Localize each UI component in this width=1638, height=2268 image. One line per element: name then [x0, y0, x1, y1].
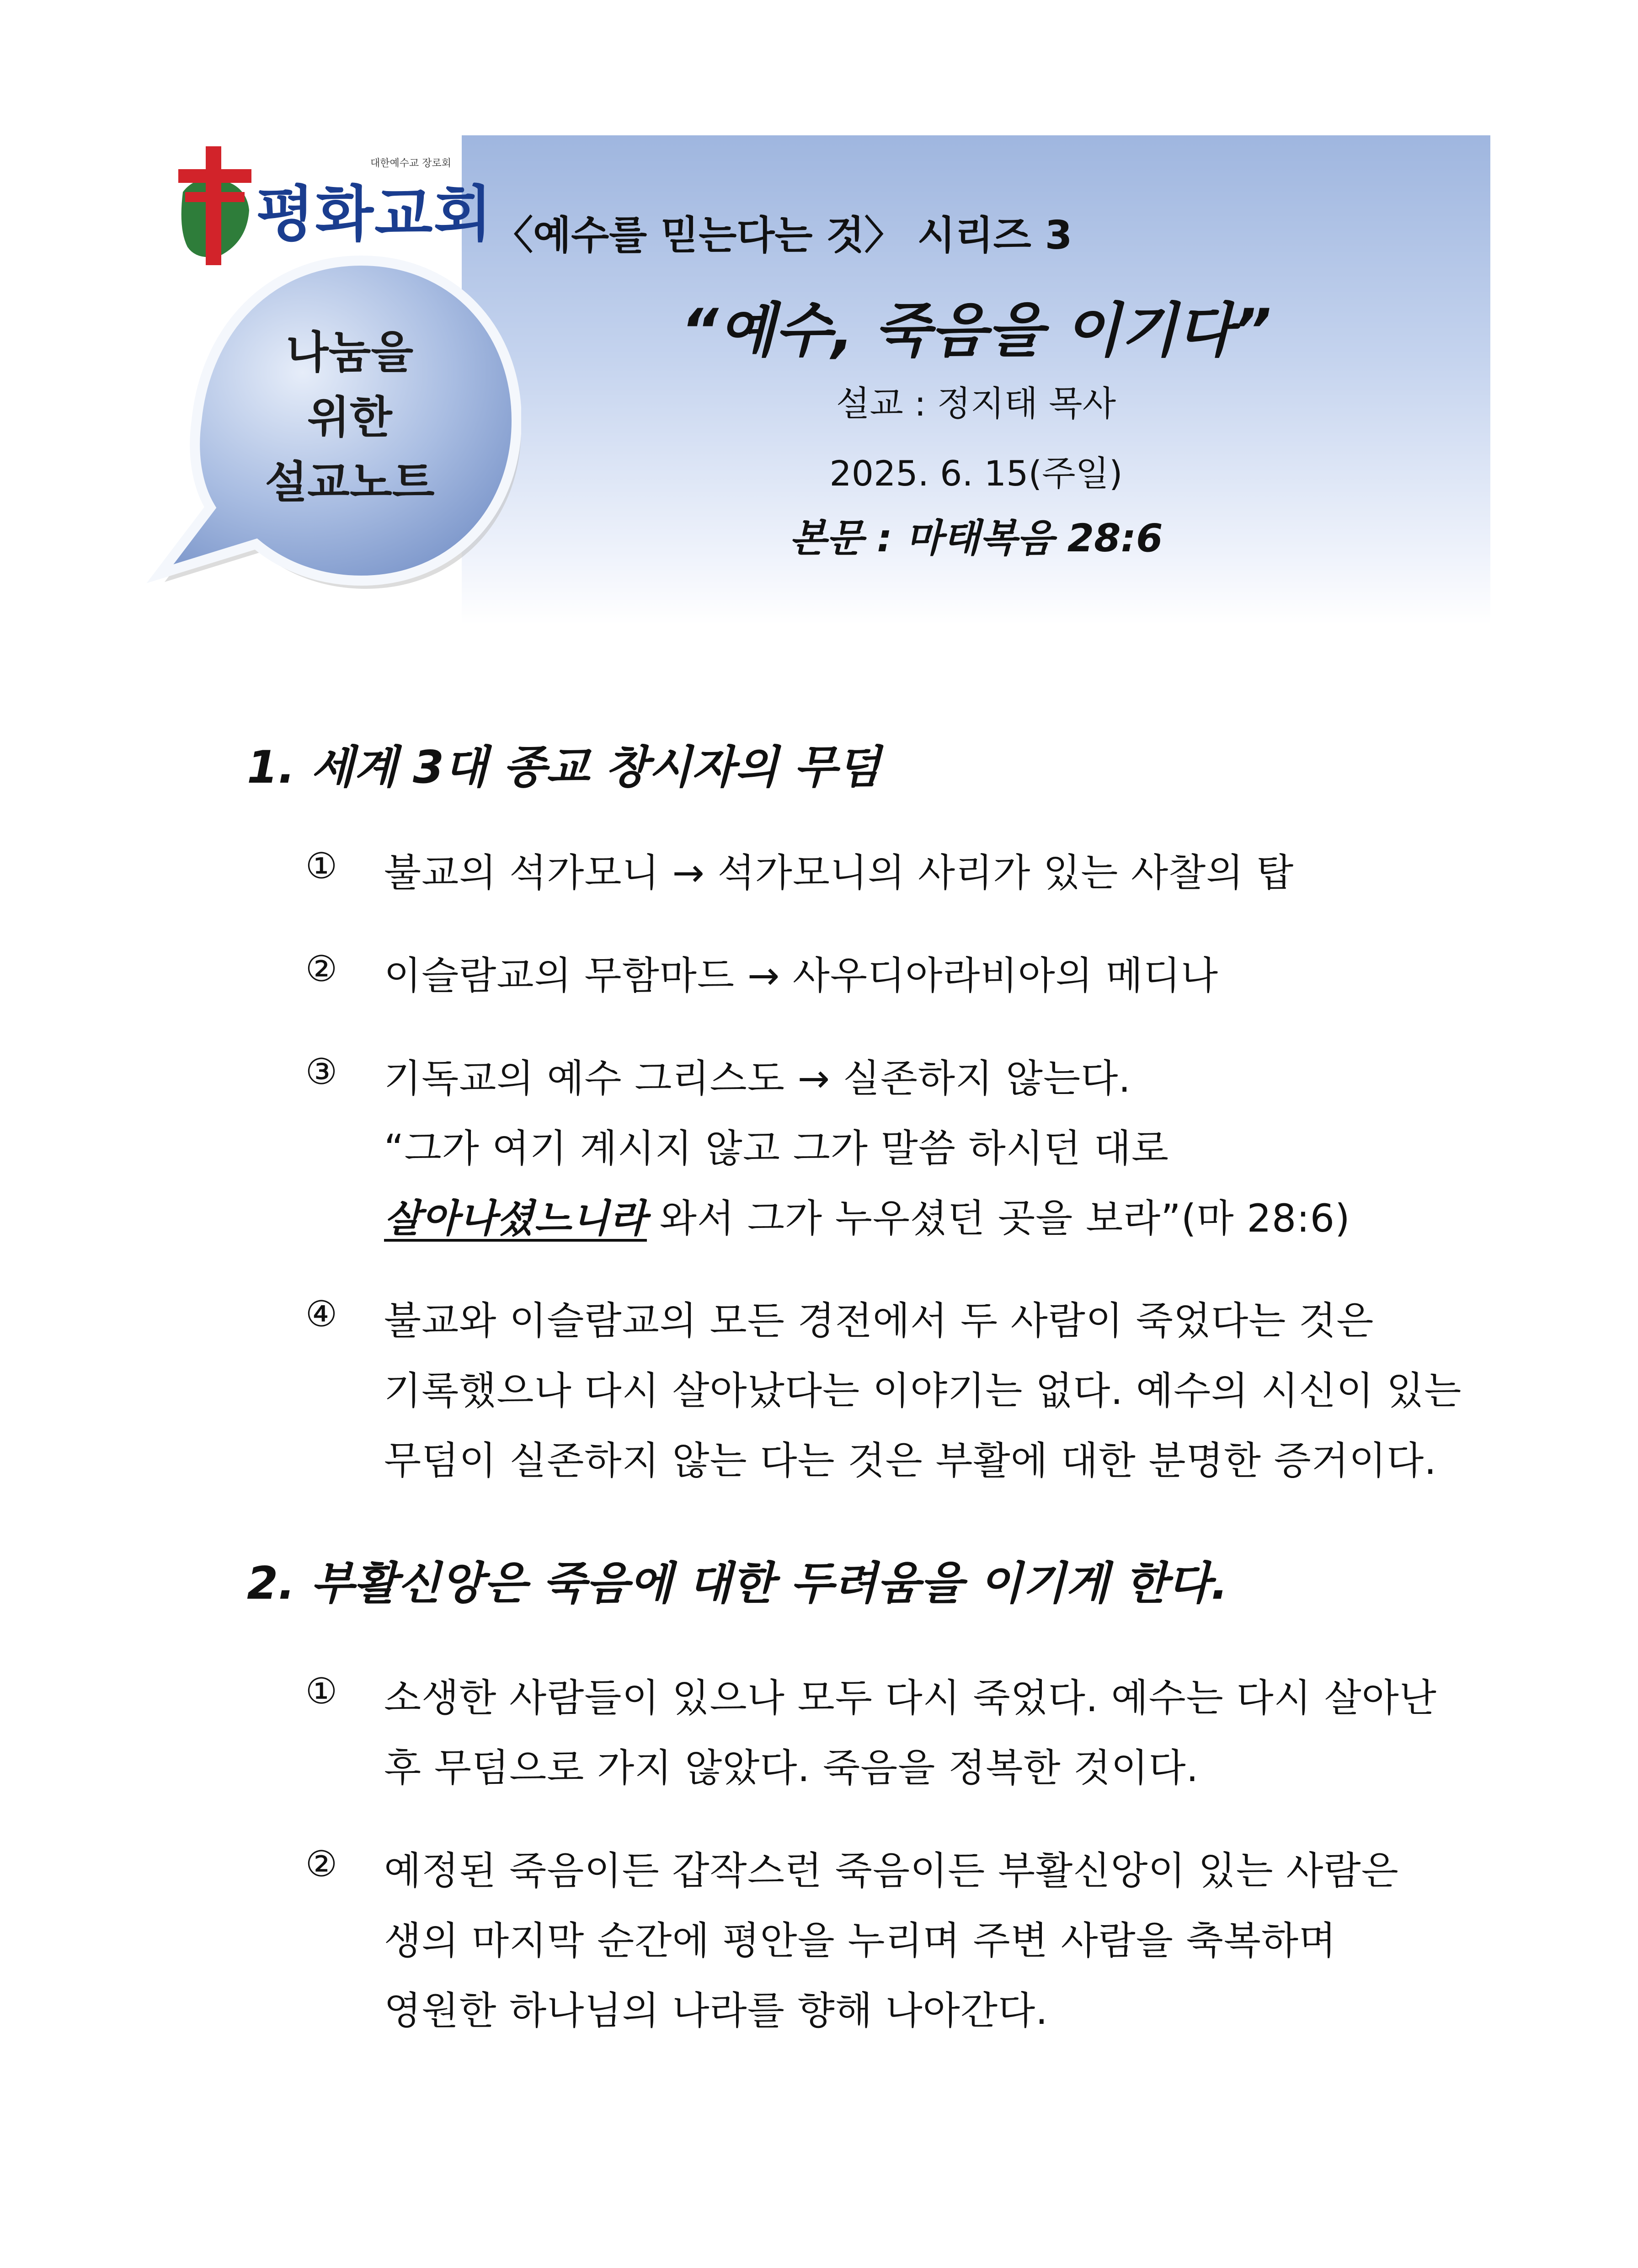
bubble-line: 위한: [307, 392, 392, 443]
item-number: ①: [305, 846, 337, 887]
item-number: ④: [305, 1294, 337, 1335]
bubble-line: 나눔을: [286, 327, 414, 378]
preacher: 설교 : 정지태 목사: [836, 383, 1116, 424]
item-line: “그가 여기 계시지 않고 그가 말씀 하시던 대로: [384, 1126, 1169, 1171]
bubble-line: 설교노트: [265, 457, 435, 508]
item-line: 기독교의 예수 그리스도 → 실존하지 않는다.: [384, 1056, 1131, 1101]
item-line: 예정된 죽음이든 갑작스런 죽음이든 부활신앙이 있는 사람은: [384, 1848, 1399, 1893]
item-line: 소생한 사람들이 있으나 모두 다시 죽었다. 예수는 다시 살아난: [384, 1676, 1437, 1720]
section-2-title: 2. 부활신앙은 죽음에 대한 두려움을 이기게 한다.: [247, 1558, 1228, 1610]
item-number: ②: [305, 949, 337, 990]
item-line: 이슬람교의 무함마드 → 사우디아라비아의 메디나: [384, 953, 1219, 998]
item-line: 영원한 하나님의 나라를 향해 나아간다.: [384, 1988, 1048, 2033]
item-number: ②: [305, 1844, 337, 1885]
church-name: 평화교회: [256, 179, 493, 250]
bubble-text: [203, 320, 496, 515]
item-line: [384, 1188, 1350, 1243]
item-number: ①: [305, 1671, 337, 1712]
item-line: 불교의 석가모니 → 석가모니의 사리가 있는 사찰의 탑: [384, 850, 1294, 895]
item-line: 기록했으나 다시 살아났다는 이야기는 없다. 예수의 시신이 있는: [384, 1368, 1462, 1413]
section-1-title: 1. 세계 3대 종교 창시자의 무덤: [247, 742, 880, 794]
denomination-text: 대한예수교 장로회: [370, 158, 452, 169]
item-line: 후 무덤으로 가지 않았다. 죽음을 정복한 것이다.: [384, 1745, 1199, 1790]
sermon-date: 2025. 6. 15(주일): [829, 453, 1123, 494]
scripture-passage: 본문 : 마태복음 28:6: [789, 516, 1163, 560]
series-label: 〈예수를 믿는다는 것〉 시리즈 3: [494, 213, 1072, 258]
item-line: 생의 마지막 순간에 평안을 누리며 주변 사람을 축복하며: [384, 1918, 1337, 1963]
item-line-tail: 와서 그가 누우셨던 곳을 보라”(마 28:6): [647, 1196, 1350, 1241]
emphasized-text: 살아나셨느니라: [384, 1196, 647, 1241]
church-logo: [169, 137, 493, 270]
cross-logo-icon: [169, 137, 261, 270]
item-line: 불교와 이슬람교의 모든 경전에서 두 사람이 죽었다는 것은: [384, 1298, 1374, 1343]
item-number: ③: [305, 1051, 337, 1093]
item-line: 무덤이 실존하지 않는 다는 것은 부활에 대한 분명한 증거이다.: [384, 1438, 1437, 1483]
sermon-title: “예수, 죽음을 이기다”: [681, 297, 1271, 365]
